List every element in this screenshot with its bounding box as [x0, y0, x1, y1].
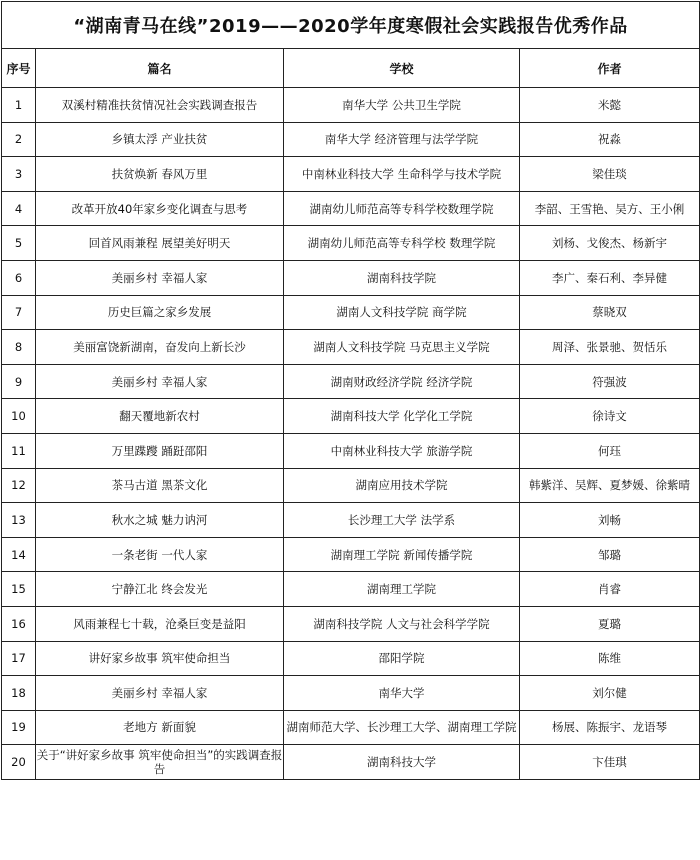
cell-title: 关于“讲好家乡故事 筑牢使命担当”的实践调查报告 — [36, 745, 284, 780]
cell-school: 湖南财政经济学院 经济学院 — [284, 364, 520, 399]
cell-author: 祝淼 — [520, 122, 700, 157]
cell-author: 梁佳琰 — [520, 157, 700, 192]
cell-title: 秋水之城 魅力讷河 — [36, 503, 284, 538]
cell-author: 夏璐 — [520, 606, 700, 641]
table-row — [2, 330, 700, 365]
cell-author: 杨展、陈振宇、龙语琴 — [520, 710, 700, 745]
cell-school: 湖南理工学院 新闻传播学院 — [284, 537, 520, 572]
cell-author: 刘尔健 — [520, 676, 700, 711]
cell-title: 万里蹀躞 踊跹邵阳 — [36, 433, 284, 468]
table-row — [2, 88, 700, 123]
cell-no: 13 — [2, 503, 36, 538]
table-row — [2, 226, 700, 261]
cell-school: 湖南应用技术学院 — [284, 468, 520, 503]
cell-title: 美丽乡村 幸福人家 — [36, 260, 284, 295]
table-row — [2, 572, 700, 607]
table-row — [2, 157, 700, 192]
header-title: 篇名 — [36, 49, 284, 88]
cell-no: 15 — [2, 572, 36, 607]
cell-school: 湖南人文科技学院 商学院 — [284, 295, 520, 330]
table-row — [2, 537, 700, 572]
cell-school: 湖南人文科技学院 马克思主义学院 — [284, 330, 520, 365]
cell-no: 18 — [2, 676, 36, 711]
cell-title: 讲好家乡故事 筑牢使命担当 — [36, 641, 284, 676]
cell-author: 蔡晓双 — [520, 295, 700, 330]
cell-title: 乡镇太浮 产业扶贫 — [36, 122, 284, 157]
header-no: 序号 — [2, 49, 36, 88]
cell-school: 中南林业科技大学 生命科学与技术学院 — [284, 157, 520, 192]
cell-no: 14 — [2, 537, 36, 572]
cell-title: 美丽乡村 幸福人家 — [36, 676, 284, 711]
cell-author: 陈维 — [520, 641, 700, 676]
table-row — [2, 676, 700, 711]
cell-school: 长沙理工大学 法学系 — [284, 503, 520, 538]
cell-author: 米懿 — [520, 88, 700, 123]
cell-author: 邹璐 — [520, 537, 700, 572]
cell-school: 湖南师范大学、长沙理工大学、湖南理工学院 — [284, 710, 520, 745]
cell-no: 9 — [2, 364, 36, 399]
cell-no: 7 — [2, 295, 36, 330]
cell-title: 风雨兼程七十载，沧桑巨变是益阳 — [36, 606, 284, 641]
cell-author: 符强波 — [520, 364, 700, 399]
cell-title: 历史巨篇之家乡发展 — [36, 295, 284, 330]
cell-no: 16 — [2, 606, 36, 641]
cell-title: 改革开放40年家乡变化调查与思考 — [36, 191, 284, 226]
header-school: 学校 — [284, 49, 520, 88]
cell-author: 周泽、张景驰、贺恬乐 — [520, 330, 700, 365]
cell-school: 湖南幼儿师范高等专科学校 数理学院 — [284, 226, 520, 261]
spreadsheet-page — [0, 1, 700, 860]
cell-no: 1 — [2, 88, 36, 123]
table-row — [2, 295, 700, 330]
cell-author: 李广、秦石利、李异健 — [520, 260, 700, 295]
cell-title: 老地方 新面貌 — [36, 710, 284, 745]
table-row — [2, 364, 700, 399]
header-author: 作者 — [520, 49, 700, 88]
cell-school: 南华大学 — [284, 676, 520, 711]
awards-table — [1, 1, 700, 780]
cell-title: 茶马古道 黑茶文化 — [36, 468, 284, 503]
table-row — [2, 399, 700, 434]
cell-school: 南华大学 经济管理与法学学院 — [284, 122, 520, 157]
cell-no: 5 — [2, 226, 36, 261]
cell-title: 一条老街 一代人家 — [36, 537, 284, 572]
table-row — [2, 260, 700, 295]
cell-author: 卞佳琪 — [520, 745, 700, 780]
cell-author: 刘畅 — [520, 503, 700, 538]
cell-no: 6 — [2, 260, 36, 295]
table-row — [2, 745, 700, 780]
cell-title: 美丽富饶新湖南，奋发向上新长沙 — [36, 330, 284, 365]
header-row — [2, 49, 700, 88]
cell-title: 回首风雨兼程 展望美好明天 — [36, 226, 284, 261]
cell-school: 湖南科技大学 化学化工学院 — [284, 399, 520, 434]
title-row — [2, 2, 700, 49]
cell-title: 宁静江北 终会发光 — [36, 572, 284, 607]
cell-no: 4 — [2, 191, 36, 226]
cell-no: 3 — [2, 157, 36, 192]
cell-no: 20 — [2, 745, 36, 780]
cell-no: 8 — [2, 330, 36, 365]
table-row — [2, 122, 700, 157]
table-row — [2, 641, 700, 676]
cell-no: 11 — [2, 433, 36, 468]
cell-school: 中南林业科技大学 旅游学院 — [284, 433, 520, 468]
cell-author: 徐诗文 — [520, 399, 700, 434]
cell-author: 韩紫洋、吴辉、夏梦媛、徐紫晴 — [520, 468, 700, 503]
cell-author: 李韶、王雪艳、吴方、王小俐 — [520, 191, 700, 226]
cell-author: 何珏 — [520, 433, 700, 468]
cell-title: 美丽乡村 幸福人家 — [36, 364, 284, 399]
table-row — [2, 503, 700, 538]
table-row — [2, 433, 700, 468]
cell-school: 湖南科技学院 人文与社会科学学院 — [284, 606, 520, 641]
cell-school: 湖南幼儿师范高等专科学校数理学院 — [284, 191, 520, 226]
document-title: “湖南青马在线”2019——2020学年度寒假社会实践报告优秀作品 — [2, 2, 700, 49]
cell-title: 双溪村精准扶贫情况社会实践调查报告 — [36, 88, 284, 123]
cell-no: 19 — [2, 710, 36, 745]
cell-no: 17 — [2, 641, 36, 676]
cell-title: 扶贫焕新 春风万里 — [36, 157, 284, 192]
cell-school: 邵阳学院 — [284, 641, 520, 676]
cell-no: 2 — [2, 122, 36, 157]
cell-school: 湖南科技学院 — [284, 260, 520, 295]
cell-author: 刘杨、戈俊杰、杨新宇 — [520, 226, 700, 261]
cell-school: 湖南理工学院 — [284, 572, 520, 607]
cell-no: 10 — [2, 399, 36, 434]
cell-author: 肖睿 — [520, 572, 700, 607]
cell-title: 翻天覆地新农村 — [36, 399, 284, 434]
cell-school: 南华大学 公共卫生学院 — [284, 88, 520, 123]
table-row — [2, 710, 700, 745]
table-row — [2, 468, 700, 503]
table-row — [2, 606, 700, 641]
cell-no: 12 — [2, 468, 36, 503]
cell-school: 湖南科技大学 — [284, 745, 520, 780]
table-row — [2, 191, 700, 226]
